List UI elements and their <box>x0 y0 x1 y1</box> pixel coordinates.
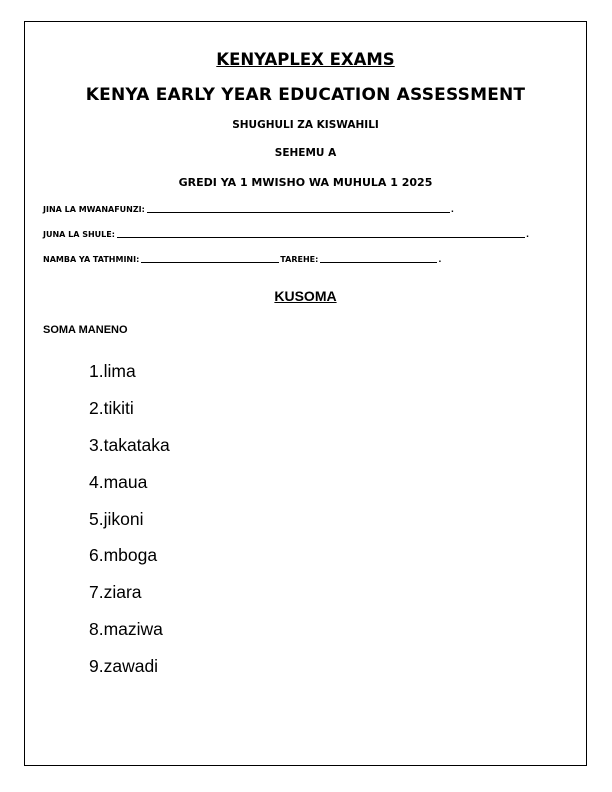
student-name-end-mark: . <box>450 205 454 214</box>
school-name-line[interactable] <box>117 228 525 238</box>
subject-heading: SHUGHULI ZA KISWAHILI <box>232 119 379 131</box>
assessment-number-line[interactable] <box>141 253 279 263</box>
word-item: 8.maziwa <box>89 619 163 640</box>
assessment-date-row <box>43 253 543 264</box>
school-name-row <box>43 228 543 239</box>
assessment-number-label: NAMBA YA TATHMINI: <box>43 255 140 264</box>
date-line[interactable] <box>320 253 437 263</box>
word-item: 7.ziara <box>89 582 142 603</box>
word-item: 9.zawadi <box>89 656 159 677</box>
reading-instruction: SOMA MANENO <box>43 324 128 336</box>
date-end-mark: . <box>438 255 442 264</box>
reading-heading: KUSOMA <box>274 288 337 304</box>
date-label: TAREHE: <box>280 255 319 264</box>
word-list <box>89 360 170 692</box>
word-item: 2.tikiti <box>89 397 134 418</box>
school-name-end-mark: . <box>525 230 529 239</box>
section-heading: SEHEMU A <box>274 147 337 159</box>
word-item: 5.jikoni <box>89 508 144 529</box>
student-name-label: JINA LA MWANAFUNZI: <box>43 205 145 214</box>
word-item: 1.lima <box>89 361 136 381</box>
word-item: 3.takataka <box>89 434 170 455</box>
exam-title: KENYAPLEX EXAMS <box>216 50 395 69</box>
school-name-label: JUNA LA SHULE: <box>43 230 115 239</box>
word-item: 4.maua <box>89 471 148 492</box>
student-name-line[interactable] <box>147 203 450 213</box>
assessment-title: KENYA EARLY YEAR EDUCATION ASSESSMENT <box>85 85 526 105</box>
student-name-row <box>43 203 543 214</box>
grade-term-heading: GREDI YA 1 MWISHO WA MUHULA 1 2025 <box>178 176 433 189</box>
word-item: 6.mboga <box>89 545 158 566</box>
